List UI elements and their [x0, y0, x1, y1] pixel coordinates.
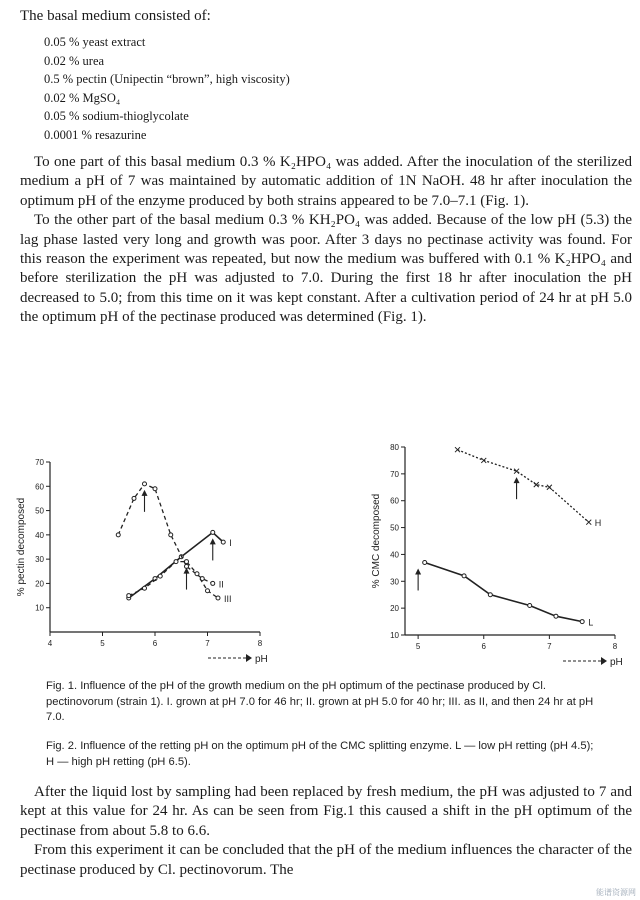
caption-text: Fig. 1. Influence of the pH of the growth medium on the pH optimum of the pectinase produced by Cl. pectinovorum (strain 1). I. grown at pH 7.0 for 46 hr; II. grown at pH 5.0 for 40 hr; III. as II, and then 24 hr at pH 7.0. [46, 680, 594, 724]
y-tick-label: 30 [390, 577, 399, 587]
data-point [586, 520, 591, 525]
x-tick-label: 5 [100, 639, 105, 648]
ingredient-item: 0.0001 % resazurine [44, 127, 147, 142]
series-label: H [594, 518, 602, 529]
x-axis-label: pH [610, 657, 623, 668]
y-tick-label: 10 [390, 631, 399, 640]
x-tick-label: 7 [205, 639, 210, 648]
series-label: I [229, 538, 232, 549]
series-label: L [588, 617, 594, 628]
x-tick-label: 4 [47, 639, 53, 648]
y-tick-label: 50 [390, 523, 399, 533]
ingredient-list [44, 33, 290, 144]
x-label-arrowhead [601, 657, 607, 665]
data-point [488, 593, 492, 597]
data-point [185, 560, 189, 564]
x-tick-label: 8 [257, 639, 263, 648]
ingredient-item: 0.05 % sodium-thioglycolate [44, 109, 189, 123]
figure-2 [365, 435, 635, 680]
y-axis-label: % CMC decomposed [371, 493, 382, 589]
data-point [216, 596, 220, 600]
optimum-arrowhead [210, 538, 216, 544]
optimum-arrowhead [415, 568, 421, 574]
data-point [143, 586, 147, 590]
data-point [554, 614, 558, 618]
data-point [132, 496, 136, 500]
y-tick-label: 40 [35, 530, 44, 540]
figure-2-chart [365, 435, 635, 680]
y-tick-label: 50 [35, 506, 44, 516]
data-point [547, 485, 552, 490]
paragraph: After the liquid lost by sampling had been replaced by fresh medium, the pH was adjusted to 7 and kept at this value for 24 hr. As can be seen from Fig.1 this caused a shift in the pH optimum of the pectinase from about 5.8 to 6.6. [20, 784, 632, 839]
data-point [211, 581, 215, 585]
y-axis-label: % pectin decomposed [16, 497, 27, 597]
figure-1-chart [10, 450, 280, 675]
data-point [116, 533, 120, 537]
ingredient-item: 0.02 % MgSO₄ [44, 90, 121, 105]
ingredient-item: 0.5 % pectin (Unipectin “brown”, high viscosity) [44, 72, 290, 86]
data-point [528, 603, 532, 607]
y-tick-label: 70 [390, 469, 399, 479]
x-axis-label: pH [255, 654, 268, 665]
optimum-arrowhead [514, 477, 520, 483]
figure-2-caption [46, 739, 602, 770]
data-point [143, 482, 147, 486]
x-tick-label: 5 [415, 642, 421, 651]
y-tick-label: 20 [390, 604, 399, 614]
series-label: II [218, 579, 224, 590]
x-tick-label: 6 [152, 639, 158, 648]
figure-1 [10, 450, 280, 675]
data-point [169, 533, 173, 537]
paragraph: To the other part of the basal medium 0.3 % KH₂PO₄ was added. Because of the low pH (5.3) the lag phase lasted very long and growth was poor. After 3 days no pectinase activity was found. For this reason the experiment was repeated, but now the medium was buffered with 0.1 % K₂HPO₄ and before sterilization the pH was adjusted to 7.0. During the first 18 hr after inoculation the pH decreased to 5.0; from this time on it was kept constant. After a cultivation period of 24 hr at pH 5.0 the optimum pH of the pectinase produced was determined (Fig. 1). [20, 212, 632, 326]
y-tick-label: 70 [35, 458, 44, 467]
data-point [153, 487, 157, 491]
data-point [127, 594, 131, 598]
paragraph: From this experiment it can be concluded that the pH of the medium influences the character of the pectinase produced by Cl. pectinovorum. The [20, 842, 632, 878]
series-line-l [425, 563, 583, 622]
data-point [206, 589, 210, 593]
ingredient-item: 0.02 % urea [44, 53, 105, 68]
x-label-arrowhead [246, 654, 252, 662]
data-point [195, 572, 199, 576]
data-point [462, 574, 466, 578]
x-tick-label: 7 [547, 642, 552, 651]
y-tick-label: 10 [35, 603, 44, 613]
x-tick-label: 6 [481, 642, 486, 651]
x-tick-label: 8 [612, 642, 618, 651]
data-point [211, 530, 215, 534]
ingredient-item: 0.05 % yeast extract [44, 35, 146, 49]
y-tick-label: 20 [35, 579, 44, 589]
series-line-h [458, 450, 589, 523]
data-point [481, 458, 486, 463]
body-text-top [20, 153, 632, 328]
series-label: III [224, 594, 232, 604]
data-point [423, 560, 427, 564]
watermark: 能谱资源网 [596, 888, 636, 897]
figure-1-caption [46, 679, 602, 726]
body-text-bottom [20, 783, 632, 880]
data-point [221, 540, 225, 544]
y-tick-label: 40 [390, 550, 399, 560]
y-tick-label: 80 [390, 443, 399, 452]
y-tick-label: 60 [35, 482, 44, 492]
data-point [158, 574, 162, 578]
medium-heading: The basal medium consisted of: [20, 8, 211, 24]
paragraph: To one part of this basal medium 0.3 % K₂HPO₄ was added. After the inoculation of the sterilized medium a pH of 7 was maintained by automatic addition of 1N NaOH. 48 hr after inoculation the optimum pH of the enzyme produced by both strains appeared to be 7.0–7.1 (Fig. 1). [20, 154, 632, 209]
data-point [455, 447, 460, 452]
data-point [174, 560, 178, 564]
y-tick-label: 60 [390, 496, 399, 506]
y-tick-label: 30 [35, 555, 44, 565]
optimum-arrowhead [142, 490, 148, 496]
data-point [580, 620, 584, 624]
caption-text: Fig. 2. Influence of the retting pH on the optimum pH of the CMC splitting enzyme. L — low pH retting (pH 4.5); H — high pH retting (pH 6.5). [46, 740, 594, 768]
